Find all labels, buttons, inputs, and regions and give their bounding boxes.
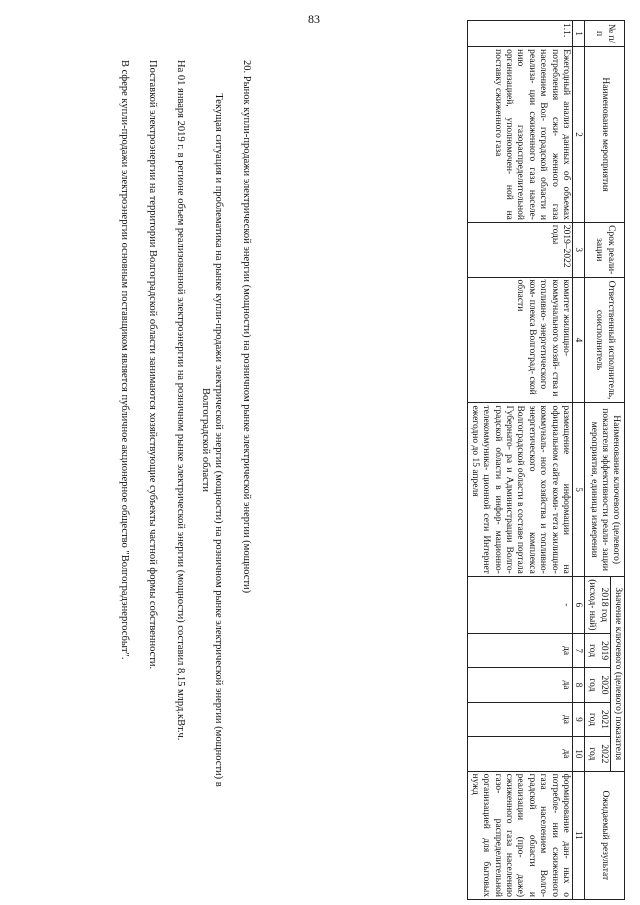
paragraph: На 01 января 2019 г. в регионе объем реализованной электроэнергии на розничном рынке электрической энергии (мощности) составил 8,15 млрд.кВт.ч. [175, 60, 186, 741]
row-indicator: размещение информации на официальном сайте коми- тета жилищно-коммуналь- ного хозяйства и топливно- энергетического комплекса Волгоградской области в составе портала Губернато- ра и Администрации Волго- градской области в инфор- мационно-телекоммуника- ционной сети Интернет ежегодно до 15 апреля [467, 403, 573, 576]
row-expected-result: формирование дан- ных о потребле- нии сжиженного газа населением Волго- градской области и реализации (про- даже) сжиженного газа населению газо- распределительной организацией для бытовых нужд [467, 771, 573, 899]
header-2019: 2019 год [584, 633, 610, 667]
row-term: 2019–2022 годы [467, 222, 573, 277]
table-row [467, 21, 573, 900]
header-2021: 2021 год [584, 702, 610, 736]
header-result: Ожидаемый результат [584, 771, 624, 899]
col-number: 10 [573, 737, 585, 771]
header-2020: 2020 год [584, 668, 610, 702]
header-name: Наименование мероприятия [584, 47, 624, 223]
header-2022: 2022 год [584, 737, 610, 771]
section-title: 20. Рынок купли-продажи электрической энергии (мощности) на розничном рынке электрической энергии (мощности) [241, 60, 252, 594]
row-num: 1.1. [467, 21, 573, 47]
header-indicator: Наименование ключевого (целевого) показателя эффективности реали- зации мероприятия, единица измерения [584, 403, 624, 576]
rotated-page-content [25, 20, 625, 900]
row-responsible: комитет жилищно- коммунального хозяй- ства и топливно- энергетического ком- плекса Волгоград- ской области [467, 277, 573, 403]
col-number: 6 [573, 576, 585, 633]
row-value-2018: - [467, 576, 573, 633]
col-number: 3 [573, 222, 585, 277]
col-number: 5 [573, 403, 585, 576]
row-value-2020: да [467, 668, 573, 702]
col-number: 11 [573, 771, 585, 899]
col-number: 4 [573, 277, 585, 403]
col-number: 1 [573, 21, 585, 47]
header-2018: 2018 год (исход- ный) [584, 576, 610, 633]
header-term: Срок реали- зации [584, 222, 624, 277]
row-value-2019: да [467, 633, 573, 667]
col-number: 7 [573, 633, 585, 667]
row-value-2021: да [467, 702, 573, 736]
measures-table [467, 20, 625, 900]
paragraph: Поставкой электроэнергии на территории Волгоградской области занимаются хозяйствующие субъекты частной формы собственности. [147, 60, 158, 670]
table-header-row [610, 21, 624, 900]
header-responsible: Ответственный исполнитель, соисполнитель [584, 277, 624, 403]
page-number: 83 [308, 12, 320, 26]
header-value-group: Значение ключевого (целевого) показателя [610, 576, 624, 771]
row-measure-name: Ежегодный анализ данных об объемах потребления сжи- женного газа населением Вол- гоградской области и реализа- ции сжиженного газа населе- нию газораспределительной организацией, уполномочен- ной на поставку сжиженного газа [467, 47, 573, 223]
subsection-title: Текущая ситуация и проблематика на рынке купли-продажи электрической энергии (мощности) на розничном рынке электрической энергии (мощности) в Волгоградской области [199, 93, 224, 787]
paragraph: В сфере купли-продажи электроэнергии основным поставщиком является публичное акционерное общество "Волгоградэнергосбыт". [119, 60, 130, 660]
header-num: № п/п [584, 21, 624, 47]
col-number: 8 [573, 668, 585, 702]
col-number: 2 [573, 47, 585, 223]
col-number: 9 [573, 702, 585, 736]
column-numbers-row [573, 21, 585, 900]
row-value-2022: да [467, 737, 573, 771]
